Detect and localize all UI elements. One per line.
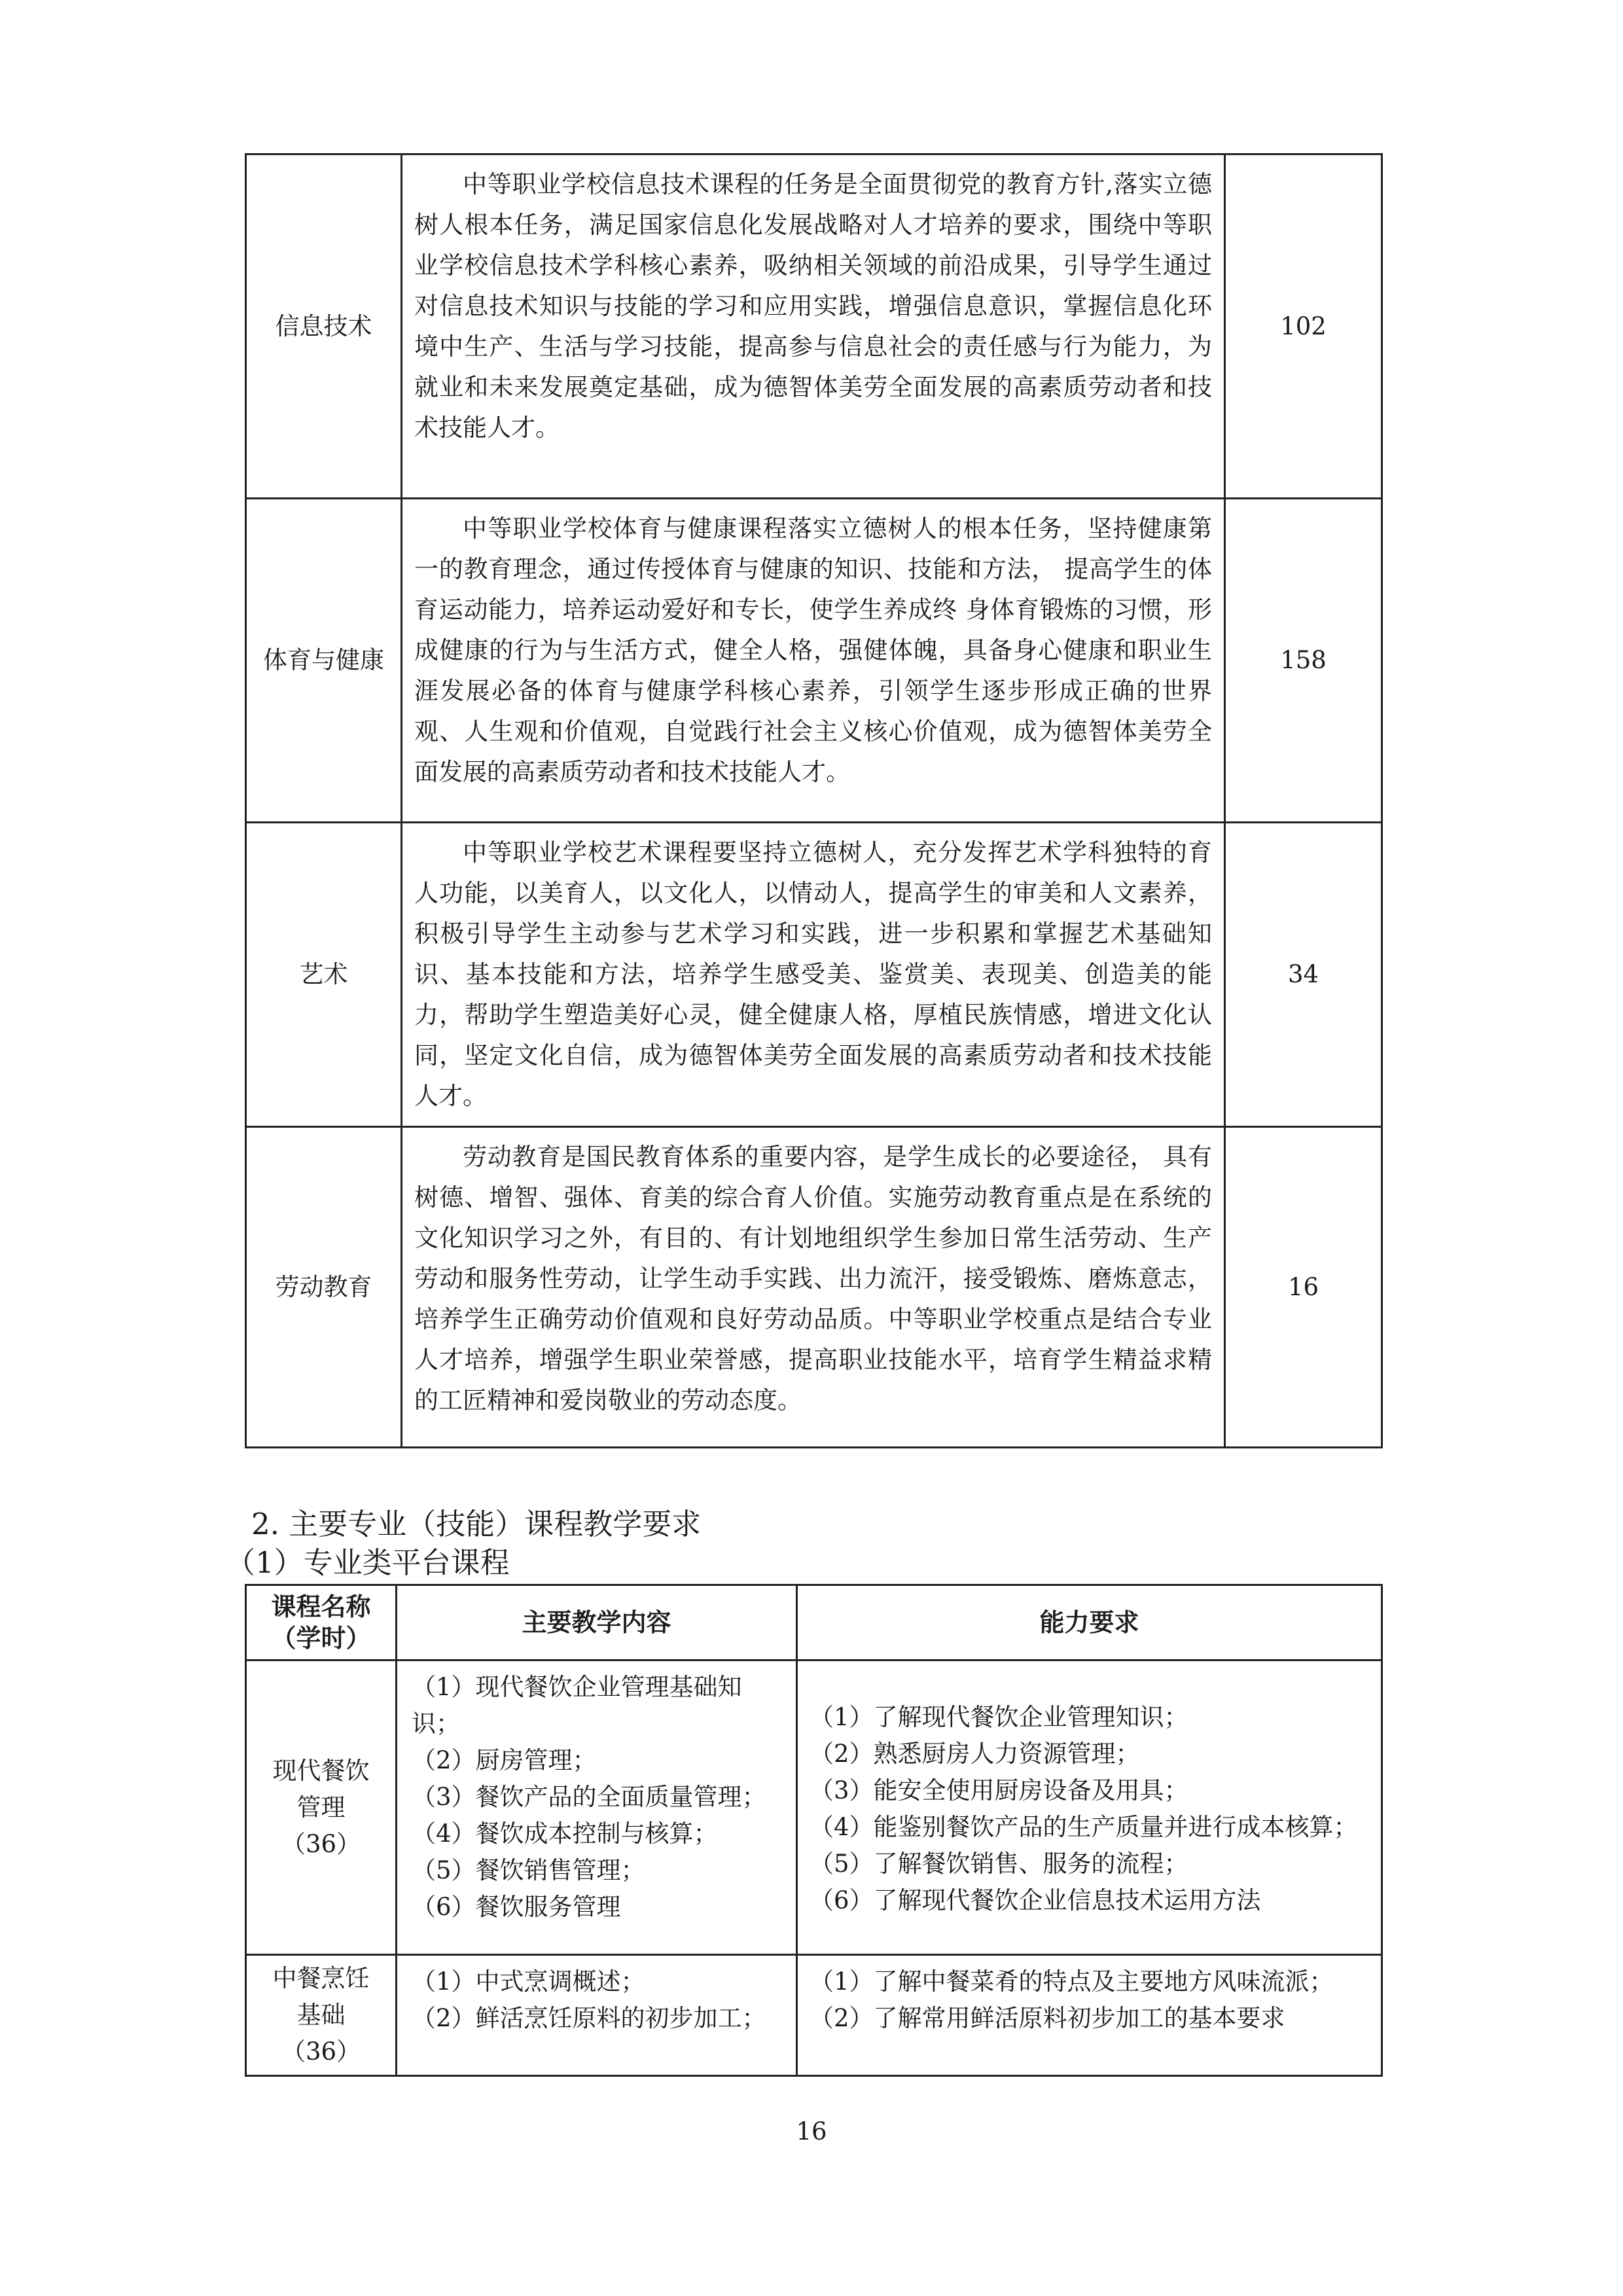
course-name: 现代餐饮 管理 （36） (246, 1660, 397, 1955)
course-description: 中等职业学校体育与健康课程落实立德树人的根本任务，坚持健康第一的教育理念，通过传授体育与健康的知识、技能和方法， 提高学生的体育运动能力，培养运动爱好和专长，使学生养成终 身体育锻炼的习惯，形成健康的行为与生活方式，健全人格，强健体魄，具备身心健康和职业生涯发展必备的体育与健康学科核心素养，引领学生逐步形成正确的世界观、人生观和价值观，自觉践行社会主义核心价值观，成为德智体美劳全面发展的高素质劳动者和技术技能人才。 (402, 499, 1225, 823)
course-hours: 102 (1225, 154, 1382, 499)
list-item: （2）了解常用鲜活原料初步加工的基本要求 (810, 2004, 1285, 2032)
list-item: （2）厨房管理； (412, 1746, 597, 1774)
table-row (246, 1660, 1382, 1955)
header-course-name: 课程名称 （学时） (246, 1585, 397, 1660)
list-item: （3）餐饮产品的全面质量管理； (412, 1783, 766, 1811)
course-description: 中等职业学校信息技术课程的任务是全面贯彻党的教育方针,落实立德树人根本任务，满足国家信息化发展战略对人才培养的要求，围绕中等职业学校信息技术学科核心素养，吸纳相关领域的前沿成果，引导学生通过对信息技术知识与技能的学习和应用实践，增强信息意识，掌握信息化环境中生产、生活与学习技能，提高参与信息社会的责任感与行为能力，为就业和未来发展奠定基础，成为德智体美劳全面发展的高素质劳动者和技术技能人才。 (402, 154, 1225, 499)
list-item: （6）餐饮服务管理 (412, 1893, 621, 1921)
section-heading: 2. 主要专业（技能）课程教学要求 (251, 1507, 702, 1541)
list-item: （5）餐饮销售管理； (412, 1856, 645, 1884)
table-row (246, 1955, 1382, 2076)
general-courses-table (245, 153, 1383, 1448)
course-description: 中等职业学校艺术课程要坚持立德树人，充分发挥艺术学科独特的育人功能，以美育人，以文化人，以情动人，提高学生的审美和人文素养，积极引导学生主动参与艺术学习和实践，进一步积累和掌握艺术基础知识、基本技能和方法，培养学生感受美、鉴赏美、表现美、创造美的能力，帮助学生塑造美好心灵，健全健康人格，厚植民族情感，增进文化认同，坚定文化自信，成为德智体美劳全面发展的高素质劳动者和技术技能人才。 (402, 823, 1225, 1127)
course-name: 艺术 (246, 823, 402, 1127)
page-number: 16 (796, 2117, 827, 2145)
subsection-heading: （1）专业类平台课程 (226, 1545, 510, 1580)
list-item: （1）现代餐饮企业管理基础知识； (412, 1673, 742, 1738)
list-item: （6）了解现代餐饮企业信息技术运用方法 (810, 1886, 1261, 1914)
course-hours: 34 (1225, 823, 1382, 1127)
list-item: （5）了解餐饮销售、服务的流程； (810, 1849, 1188, 1878)
teaching-content (397, 1660, 797, 1955)
list-item: （1）了解中餐菜肴的特点及主要地方风味流派； (810, 1967, 1334, 1996)
course-name: 信息技术 (246, 154, 402, 499)
course-hours: 158 (1225, 499, 1382, 823)
course-name: 体育与健康 (246, 499, 402, 823)
table-row (246, 823, 1382, 1127)
list-item: （4）餐饮成本控制与核算； (412, 1820, 718, 1848)
header-ability: 能力要求 (797, 1585, 1382, 1660)
course-name: 中餐烹饪 基础 （36） (246, 1955, 397, 2076)
list-item: （3）能安全使用厨房设备及用具； (810, 1776, 1188, 1804)
list-item: （4）能鉴别餐饮产品的生产质量并进行成本核算； (810, 1812, 1358, 1841)
course-hours: 16 (1225, 1127, 1382, 1448)
list-item: （1）了解现代餐饮企业管理知识； (810, 1702, 1188, 1731)
table-header-row (246, 1585, 1382, 1660)
ability-requirements (797, 1660, 1382, 1955)
list-item: （1）中式烹调概述； (412, 1967, 645, 1996)
table-row (246, 499, 1382, 823)
course-description: 劳动教育是国民教育体系的重要内容，是学生成长的必要途径， 具有树德、增智、强体、育美的综合育人价值。实施劳动教育重点是在系统的文化知识学习之外，有目的、有计划地组织学生参加日常生活劳动、生产劳动和服务性劳动，让学生动手实践、出力流汗，接受锻炼、磨炼意志，培养学生正确劳动价值观和良好劳动品质。中等职业学校重点是结合专业人才培养，增强学生职业荣誉感，提高职业技能水平，培育学生精益求精的工匠精神和爱岗敬业的劳动态度。 (402, 1127, 1225, 1448)
list-item: （2）熟悉厨房人力资源管理； (810, 1739, 1140, 1768)
table-row (246, 1127, 1382, 1448)
table-row (246, 154, 1382, 499)
ability-requirements (797, 1955, 1382, 2076)
platform-courses-table (245, 1584, 1383, 2077)
header-content: 主要教学内容 (397, 1585, 797, 1660)
list-item: （2）鲜活烹饪原料的初步加工； (412, 2004, 766, 2032)
course-name: 劳动教育 (246, 1127, 402, 1448)
teaching-content (397, 1955, 797, 2076)
